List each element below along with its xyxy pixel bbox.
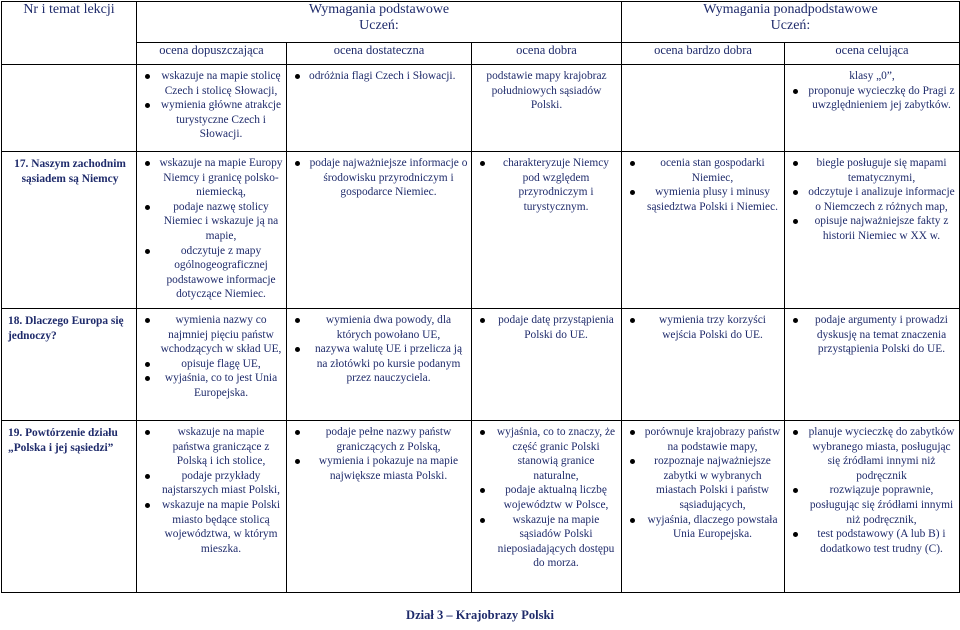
requirement-cell [785, 421, 960, 593]
requirement-text: klasy „0”, [849, 70, 895, 82]
table-row [2, 152, 960, 309]
requirement-item: wskazuje na mapie stolicę Czech i stolicę Słowacji, [145, 69, 283, 98]
requirement-item: wskazuje na mapie Europy Niemcy i granicę polsko-niemiecką, [145, 156, 283, 200]
requirements-table [1, 1, 960, 593]
lesson-topic: 19. Powtórzenie działu „Polska i jej sąsiedzi” [2, 421, 137, 593]
requirement-cell [622, 65, 785, 152]
header-advanced-student: Uczeń: [770, 18, 811, 33]
requirement-item: nazywa walutę UE i przelicza ją na złotówki po kursie podanym przez nauczyciela. [295, 342, 468, 386]
requirement-item: podaje argumenty i prowadzi dyskusję na temat znaczenia przystąpienia Polski do UE. [793, 313, 956, 357]
lesson-topic: 18. Dlaczego Europa się jednoczy? [2, 309, 137, 421]
requirement-cell [137, 65, 287, 152]
grade-header: ocena celująca [785, 43, 960, 65]
header-advanced-title: Wymagania ponadpodstawowe [703, 2, 878, 17]
requirement-cell [622, 152, 785, 309]
requirement-item: opisuje najważniejsze fakty z historii Niemiec w XX w. [793, 214, 956, 243]
requirement-cell [287, 152, 472, 309]
requirement-cell [472, 65, 622, 152]
requirement-cell [472, 152, 622, 309]
requirement-item: wyjaśnia, co to znaczy, że część granic Polski stanowią granice naturalne, [480, 425, 618, 483]
requirement-item: charakteryzuje Niemcy pod względem przyrodniczym i turystycznym. [480, 156, 618, 214]
requirement-item: wskazuje na mapie sąsiadów Polski nieposiadających dostępu do morza. [480, 513, 618, 571]
requirement-cell [622, 309, 785, 421]
requirement-item: podaje datę przystąpienia Polski do UE. [480, 313, 618, 342]
requirement-item: ocenia stan gospodarki Niemiec, [630, 156, 781, 185]
table-row [2, 309, 960, 421]
requirement-item: wymienia trzy korzyści wejścia Polski do UE. [630, 313, 781, 342]
requirement-item: rozpoznaje najważniejsze zabytki w wybranych miastach Polski i państw sąsiadujących, [630, 454, 781, 512]
requirement-item: odczytuje z mapy ogólnogeograficznej podstawowe informacje dotyczące Niemiec. [145, 244, 283, 302]
grade-header: ocena bardzo dobra [622, 43, 785, 65]
requirement-text: podstawie mapy krajobraz południowych sąsiadów Polski. [486, 70, 607, 112]
requirement-cell [785, 309, 960, 421]
requirement-item: porównuje krajobrazy państw na podstawie mapy, [630, 425, 781, 454]
lesson-topic: 17. Naszym zachodnim sąsiadem są Niemcy [2, 152, 137, 309]
table-row [2, 65, 960, 152]
requirement-item: wymienia i pokazuje na mapie największe miasta Polski. [295, 454, 468, 483]
requirement-cell [137, 152, 287, 309]
requirement-item: wyjaśnia, co to jest Unia Europejska. [145, 371, 283, 400]
requirement-item: wymienia dwa powody, dla których powołano UE, [295, 313, 468, 342]
requirement-cell [785, 65, 960, 152]
requirement-item: wymienia plusy i minusy sąsiedztwa Polski i Niemiec. [630, 185, 781, 214]
section-footer: Dział 3 – Krajobrazy Polski [406, 608, 554, 622]
requirement-item: podaje aktualną liczbę województw w Polsce, [480, 483, 618, 512]
requirement-item: wskazuje na mapie Polski miasto będące stolicą województwa, w którym mieszka. [145, 498, 283, 556]
requirement-item: biegle posługuje się mapami tematycznymi, [793, 156, 956, 185]
requirement-cell [785, 152, 960, 309]
requirement-cell [287, 65, 472, 152]
lesson-topic [2, 65, 137, 152]
grade-header: ocena dopuszczająca [137, 43, 287, 65]
requirement-item: wymienia główne atrakcje turystyczne Czech i Słowacji. [145, 98, 283, 142]
requirement-cell [622, 421, 785, 593]
requirement-item: opisuje flagę UE, [145, 357, 283, 372]
requirement-item: odczytuje i analizuje informacje o Niemczech z różnych map, [793, 185, 956, 214]
requirement-item: wymienia nazwy co najmniej pięciu państw wchodzących w skład UE, [145, 313, 283, 357]
header-basic-title: Wymagania podstawowe [308, 2, 450, 17]
requirement-cell [137, 309, 287, 421]
header-basic-student: Uczeń: [359, 18, 399, 33]
header-basic [137, 2, 622, 43]
requirement-item: proponuje wycieczkę do Pragi z uwzględnieniem jej zabytków. [793, 84, 956, 113]
requirement-item: podaje najważniejsze informacje o środowisku przyrodniczym i gospodarce Niemiec. [295, 156, 468, 200]
requirement-item: planuje wycieczkę do zabytków wybranego miasta, posługując się źródłami innymi niż podręcznik [793, 425, 956, 483]
header-topic: Nr i temat lekcji [2, 2, 137, 65]
requirement-item: wskazuje na mapie państwa graniczące z Polską i ich stolice, [145, 425, 283, 469]
requirement-cell [287, 421, 472, 593]
grade-header: ocena dostateczna [287, 43, 472, 65]
requirement-cell [472, 309, 622, 421]
requirement-item: test podstawowy (A lub B) i dodatkowo test trudny (C). [793, 527, 956, 556]
header-advanced [622, 2, 960, 43]
requirement-item: podaje nazwę stolicy Niemiec i wskazuje ją na mapie, [145, 200, 283, 244]
requirement-cell [287, 309, 472, 421]
requirement-item: podaje pełne nazwy państw graniczących z Polską, [295, 425, 468, 454]
requirement-cell [137, 421, 287, 593]
requirement-cell [472, 421, 622, 593]
requirement-item: rozwiązuje poprawnie, posługując się źródłami innymi niż podręcznik, [793, 483, 956, 527]
requirement-item: odróżnia flagi Czech i Słowacji. [295, 69, 468, 84]
requirement-item: podaje przykłady najstarszych miast Polski, [145, 469, 283, 498]
requirement-item: wyjaśnia, dlaczego powstała Unia Europejska. [630, 513, 781, 542]
grade-header: ocena dobra [472, 43, 622, 65]
table-row [2, 421, 960, 593]
